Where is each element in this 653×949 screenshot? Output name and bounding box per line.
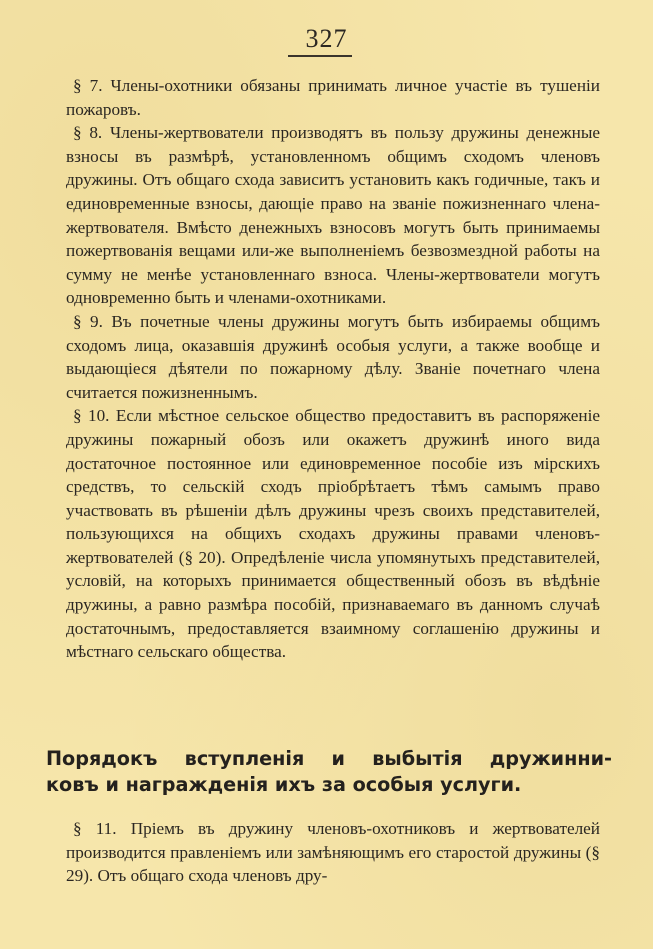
paragraph-section-10: § 10. Если мѣстное сельское общество предоставитъ въ распоряженіе дружины пожарный обозъ или окажетъ дружинѣ иного вида достаточное постоянное или единовременное пособіе изъ мірскихъ средствъ, то сельскій сходъ пріобрѣтаетъ тѣмъ самымъ право участвовать въ рѣшеніи дѣлъ дружины чрезъ своихъ представителей, пользующихся на общихъ сходахъ дружины правами членовъ-жертвователей (§ 20). Опредѣленіе числа упомянутыхъ представителей, условій, на которыхъ принимается общественный обозъ въ вѣдѣніе дружины, а равно размѣра пособій, признаваемаго въ данномъ случаѣ достаточнымъ, предоставляется взаимному соглашенію дружины и мѣстнаго сельскаго общества. [66,406,600,662]
paragraph-section-8: § 8. Члены-жертвователи производятъ въ пользу дружины денежные взносы въ размѣрѣ, установленномъ общимъ сходомъ членовъ дружины. Отъ общаго схода зависитъ установить какъ годичные, такъ и единовременные взносы, дающіе право на званіе пожизненнаго члена-жертвователя. Вмѣсто денежныхъ взносовъ могутъ быть принимаемы пожертвованія вещами или-же выполненіемъ безвозмездной работы на сумму не менѣе установленнаго взноса. Члены-жертвователи могутъ одновременно быть и членами-охотниками. [66,123,600,308]
section-heading [46,746,612,798]
page-number: 327 [305,24,348,53]
section-heading-line-1: Порядокъ вступленія и выбытія дружинни- [46,747,612,770]
paragraph-section-11: § 11. Пріемъ въ дружину членовъ-охотниковъ и жертвователей производится правленіемъ или замѣняющимъ его старостой дружины (§ 29). Отъ общаго схода членовъ дру- [66,819,600,886]
section-heading-line-2: ковъ и награжденія ихъ за особыя услуги. [46,773,522,796]
paragraph-section-7: § 7. Члены-охотники обязаны принимать личное участіе въ тушеніи пожаровъ. [66,76,600,119]
body-text-continued [66,817,600,888]
body-text [66,74,600,664]
paragraph-section-9: § 9. Въ почетные члены дружины могутъ быть избираемы общимъ сходомъ лица, оказавшія дружинѣ особыя услуги, а также вообще и выдающіеся дѣятели по пожарному дѣлу. Званіе почетнаго члена считается пожизненнымъ. [66,311,600,402]
page-number-underline [288,55,352,57]
